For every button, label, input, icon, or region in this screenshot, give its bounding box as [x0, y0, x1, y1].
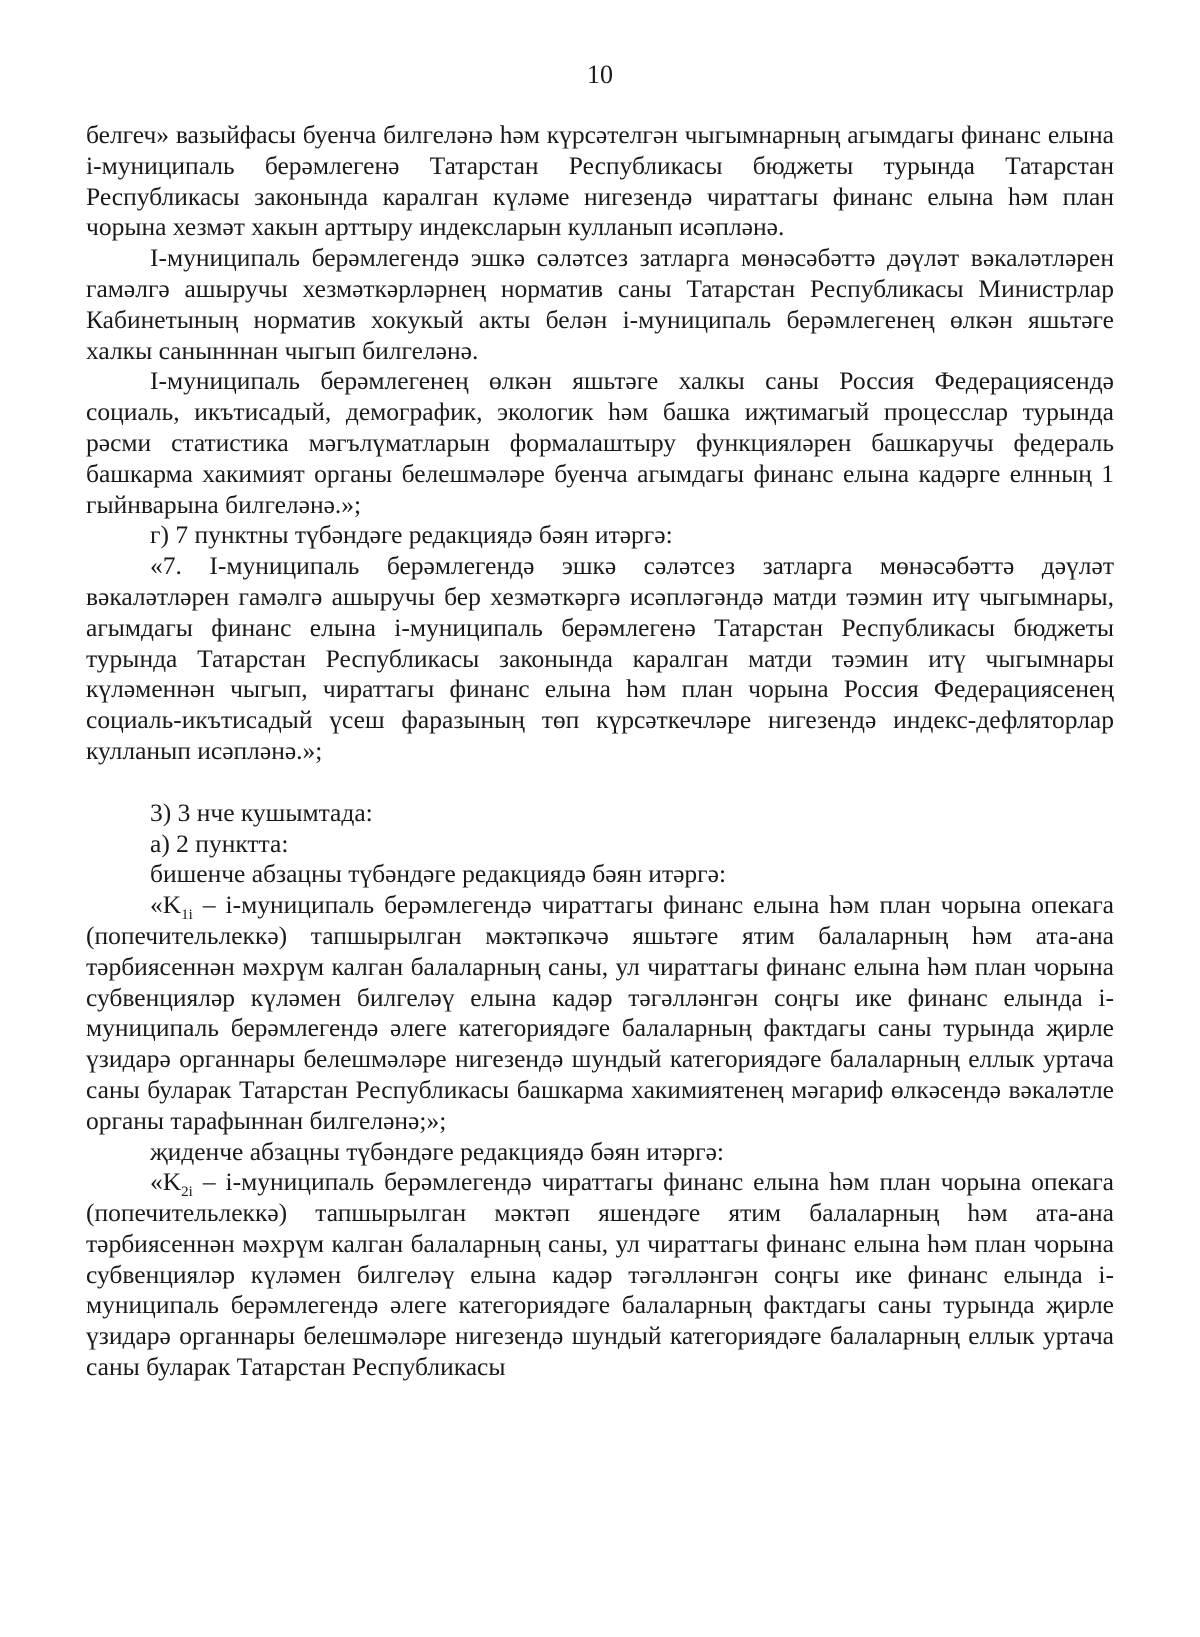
- paragraph-fifth-abzac: бишенче абзацны түбәндәге редакциядә бәян итәргә:: [150, 859, 727, 889]
- document-body: [86, 120, 1114, 1383]
- paragraph-continuation: белгеч» вазыйфасы буенча билгеләнә һәм күрсәтелгән чыгымнарның агымдагы финанс елына і-муниципаль берәмлегенә Татарстан Республикасы бюджеты турында Татарстан Республикасы законында каралган күләме нигезендә чираттагы финанс елына һәм план чорына хезмәт хакын арттыру индексларын кулланып исәпләнә.: [86, 120, 1114, 242]
- page-number: 10: [587, 60, 613, 89]
- paragraph-item-a: а) 2 пунктта:: [150, 828, 289, 858]
- formula-definition: – і-муниципаль берәмлегендә чираттагы финанс елына һәм план чорына опекага (попечительлеккә) тапшырылган мәктәп яшендәге ятим балаларның һәм ата-ана тәрбиясеннән мәхрүм калган балаларның саны, ул чираттагы финанс елына һәм план чорына субвенцияләр күләмен билгеләү елына кадәр тәгәлләнгән соңгы ике финанс елында і-муниципаль берәмлегендә әлеге категориядәге балаларның фактдагы саны турында җирле үзидарә органнары белешмәләре нигезендә шундый категориядәге балаларның еллык уртача саны буларак Татарстан Республикасы: [86, 1167, 1114, 1382]
- paragraph-norm-count: I-муниципаль берәмлегендә эшкә сәләтсез затларга мөнәсәбәттә дәүләт вәкаләтләрен гамәлгә ашыручы хезмәткәрләрнең норматив саны Татарстан Республикасы Министрлар Кабинетының норматив хокукый акты белән і-муниципаль берәмлегенең өлкән яшьтәге халкы санынннан чыгып билгеләнә.: [86, 243, 1114, 365]
- formula-symbol: «K: [150, 1167, 182, 1197]
- paragraph-k2i-definition: [86, 1167, 1114, 1383]
- formula-definition: – і-муниципаль берәмлегендә чираттагы финанс елына һәм план чорына опекага (попечительлеккә) тапшырылган мәктәпкәчә яшьтәге ятим балаларның һәм ата-ана тәрбиясеннән мәхрүм калган балаларның саны, ул чираттагы финанс елына һәм план чорына субвенцияләр күләмен билгеләү елына кадәр тәгәлләнгән соңгы ике финанс елында і-муниципаль берәмлегендә әлеге категориядәге балаларның фактдагы саны турында җирле үзидарә органнары белешмәләре нигезендә шундый категориядәге балаларның еллык уртача саны буларак Татарстан Республикасы башкарма хакимиятенең мәгариф өлкәсендә вәкаләтле органы тарафыннан билгеләнә;»;: [86, 890, 1114, 1135]
- paragraph-item-g: г) 7 пунктны түбәндәге редакциядә бәян итәргә:: [150, 520, 673, 550]
- paragraph-elderly-population: I-муниципаль берәмлегенең өлкән яшьтәге халкы саны Россия Федерациясендә социаль, икътисадый, демографик, экологик һәм башка иҗтимагый процесслар турында рәсми статистика мәгълүматларын формалаштыру функцияләрен башкаручы федераль башкарма хакимият органы белешмәләре буенча агымдагы финанс елына кадәрге елнның 1 гыйнварына билгеләнә.»;: [86, 366, 1114, 519]
- paragraph-point-7: «7. I-муниципаль берәмлегендә эшкә сәләтсез затларга мөнәсәбәттә дәүләт вәкаләтләрен гамәлгә ашыручы бер хезмәткәргә исәпләгәндә матди тәэмин итү чыгымнары, агымдагы финанс елына і-муниципаль берәмлегенә Татарстан Республикасы бюджеты турында Татарстан Республикасы законында каралган матди тәэмин итү чыгымнары күләменнән чыгып, чираттагы финанс елына һәм план чорына Россия Федерациясенең социаль-икътисадый үсеш фаразының төп күрсәткечләре нигезендә индекс-дефляторлар кулланып исәпләнә.»;: [86, 551, 1114, 765]
- formula-subscript: 2i: [181, 1184, 193, 1201]
- formula-symbol: «K: [150, 890, 182, 920]
- formula-subscript: 1i: [181, 907, 193, 924]
- paragraph-seventh-abzac: җиденче абзацны түбәндәге редакциядә бәян итәргә:: [150, 1136, 725, 1166]
- paragraph-k1i-definition: [86, 890, 1114, 1136]
- paragraph-appendix-3: 3) 3 нче кушымтада:: [150, 797, 373, 827]
